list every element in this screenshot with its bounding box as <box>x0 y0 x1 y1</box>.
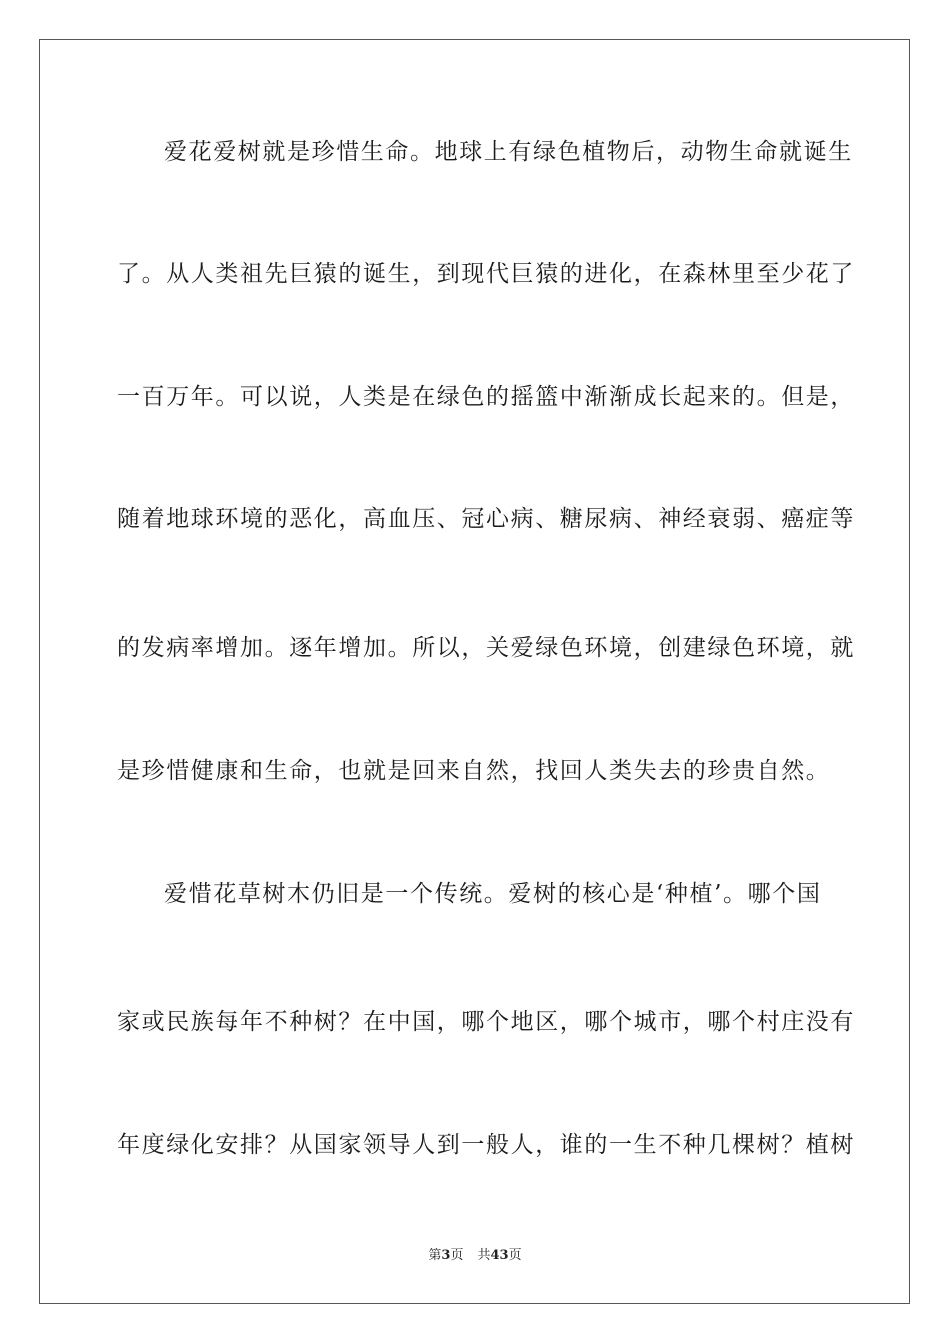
paragraph-1-line-4: 随着地球环境的恶化，高血压、冠心病、糖尿病、神经衰弱、癌症等 <box>117 506 855 532</box>
paragraph-1-line-3: 一百万年。可以说，人类是在绿色的摇篮中渐渐成长起来的。但是， <box>117 384 855 410</box>
page-suffix: 页 <box>450 1248 464 1263</box>
paragraph-1-line-2: 了。从人类祖先巨猿的诞生，到现代巨猿的进化，在森林里至少花了 <box>117 261 855 287</box>
paragraph-2-line-1: 爱惜花草树木仍旧是一个传统。爱树的核心是‘种植’。哪个国 <box>164 881 822 907</box>
paragraph-2-line-3: 年度绿化安排？从国家领导人到一般人，谁的一生不种几棵树？植树 <box>117 1132 855 1158</box>
paragraph-1-line-6: 是珍惜健康和生命，也就是回来自然，找回人类失去的珍贵自然。 <box>117 758 831 784</box>
page-footer <box>0 1247 950 1265</box>
page-number: 3 <box>441 1248 451 1263</box>
paragraph-2-line-2: 家或民族每年不种树？在中国，哪个地区，哪个城市，哪个村庄没有 <box>117 1009 855 1035</box>
total-prefix: 共 <box>477 1248 491 1263</box>
page-prefix: 第 <box>428 1248 442 1263</box>
paragraph-1-line-1: 爱花爱树就是珍惜生命。地球上有绿色植物后，动物生命就诞生 <box>164 139 853 165</box>
total-suffix: 页 <box>508 1248 522 1263</box>
page-border <box>39 39 910 1304</box>
total-pages: 43 <box>490 1248 509 1263</box>
paragraph-1-line-5: 的发病率增加。逐年增加。所以，关爱绿色环境，创建绿色环境，就 <box>117 635 855 661</box>
